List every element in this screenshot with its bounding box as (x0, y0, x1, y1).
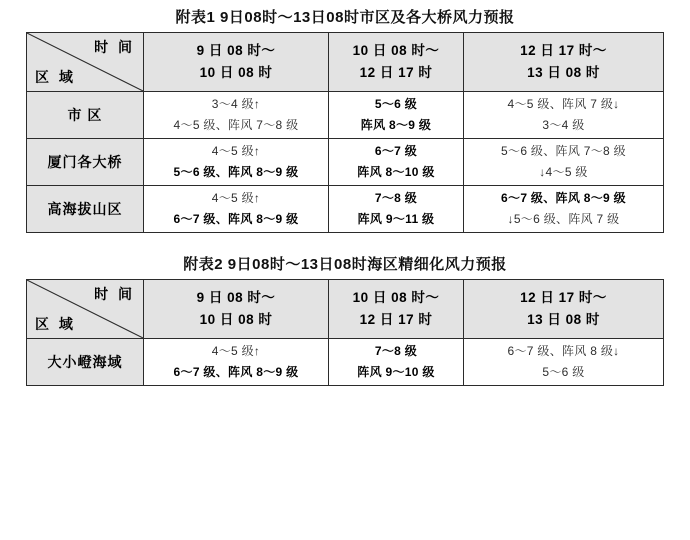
forecast-cell (144, 186, 329, 233)
forecast-cell (144, 92, 329, 139)
forecast-cell (329, 339, 464, 386)
forecast-cell (464, 139, 664, 186)
forecast-cell (464, 339, 664, 386)
forecast-cell (464, 92, 664, 139)
forecast-cell (329, 186, 464, 233)
forecast-line-2: ↓5～6 级、阵风 7 级 (507, 212, 620, 226)
column-header-3-line1: 12 日 17 时～ (520, 43, 607, 59)
column-header-2-line2: 12 日 17 时 (359, 312, 433, 327)
corner-time-label: 时 间 (94, 39, 135, 55)
column-header-1 (144, 33, 329, 92)
forecast-cell (329, 139, 464, 186)
forecast-line-1: 5～6 级、阵风 7～8 级 (501, 144, 626, 158)
forecast-line-2: 6～7 级、阵风 8～9 级 (173, 365, 299, 379)
forecast-cell (329, 92, 464, 139)
row-region-label: 厦门各大桥 (27, 139, 144, 186)
column-header-3-line2: 13 日 08 时 (527, 312, 600, 327)
corner-cell (27, 280, 144, 339)
forecast-line-2: 阵风 8～9 级 (360, 118, 432, 132)
column-header-3 (464, 280, 664, 339)
column-header-1-line2: 10 日 08 时 (199, 312, 273, 327)
forecast-line-1: 5～6 级 (374, 97, 418, 111)
corner-region-label: 区 域 (35, 69, 76, 85)
column-header-1-line1: 9 日 08 时～ (196, 290, 276, 306)
forecast-cell (144, 339, 329, 386)
column-header-3-line2: 13 日 08 时 (527, 65, 600, 80)
corner-region-label: 区 域 (35, 316, 76, 332)
column-header-2-line1: 10 日 08 时～ (352, 290, 440, 306)
column-header-2-line2: 12 日 17 时 (359, 65, 433, 80)
row-region-label: 大小嶝海域 (27, 339, 144, 386)
forecast-line-1: 7～8 级 (374, 191, 418, 205)
forecast-line-2: 5～6 级、阵风 8～9 级 (173, 165, 299, 179)
forecast-line-2: 5～6 级 (542, 365, 585, 379)
forecast-line-2: 阵风 8～10 级 (357, 165, 435, 179)
forecast-line-2: 4～5 级、阵风 7～8 级 (173, 118, 299, 132)
forecast-line-1: 4～5 级、阵风 7 级↓ (507, 97, 620, 111)
table-header-row (27, 33, 664, 92)
forecast-line-1: 6～7 级、阵风 8～9 级 (501, 191, 626, 205)
forecast-cell (144, 139, 329, 186)
table-header-row (27, 280, 664, 339)
forecast-line-1: 6～7 级 (374, 144, 418, 158)
row-region-label: 高海拔山区 (27, 186, 144, 233)
table-2-title: 附表2 9日08时～13日08时海区精细化风力预报 (183, 256, 507, 273)
column-header-3-line1: 12 日 17 时～ (520, 290, 607, 306)
table-row (27, 92, 664, 139)
wind-forecast-table-1 (26, 32, 664, 233)
forecast-line-1: 3～4 级↑ (211, 97, 261, 111)
column-header-1-line1: 9 日 08 时～ (196, 43, 276, 59)
section-spacer (0, 233, 690, 247)
table-row (27, 139, 664, 186)
corner-time-label: 时 间 (94, 286, 135, 302)
forecast-line-1: 7～8 级 (374, 344, 418, 358)
forecast-cell (464, 186, 664, 233)
wind-forecast-table-2 (26, 279, 664, 386)
column-header-1 (144, 280, 329, 339)
corner-cell (27, 33, 144, 92)
forecast-line-2: 阵风 9～10 级 (357, 365, 435, 379)
table-row (27, 339, 664, 386)
table-1-title: 附表1 9日08时～13日08时市区及各大桥风力预报 (175, 9, 515, 26)
column-header-2 (329, 33, 464, 92)
forecast-line-1: 4～5 级↑ (211, 191, 261, 205)
forecast-line-1: 4～5 级↑ (211, 344, 261, 358)
forecast-line-2: 6～7 级、阵风 8～9 级 (173, 212, 299, 226)
forecast-line-1: 6～7 级、阵风 8 级↓ (507, 344, 620, 358)
forecast-line-2: ↓4～5 级 (539, 165, 588, 179)
forecast-line-1: 4～5 级↑ (211, 144, 261, 158)
forecast-line-2: 阵风 9～11 级 (357, 212, 435, 226)
column-header-2-line1: 10 日 08 时～ (352, 43, 440, 59)
row-region-label: 市 区 (27, 92, 144, 139)
column-header-3 (464, 33, 664, 92)
forecast-line-2: 3～4 级 (542, 118, 585, 132)
column-header-2 (329, 280, 464, 339)
table-row (27, 186, 664, 233)
column-header-1-line2: 10 日 08 时 (199, 65, 273, 80)
